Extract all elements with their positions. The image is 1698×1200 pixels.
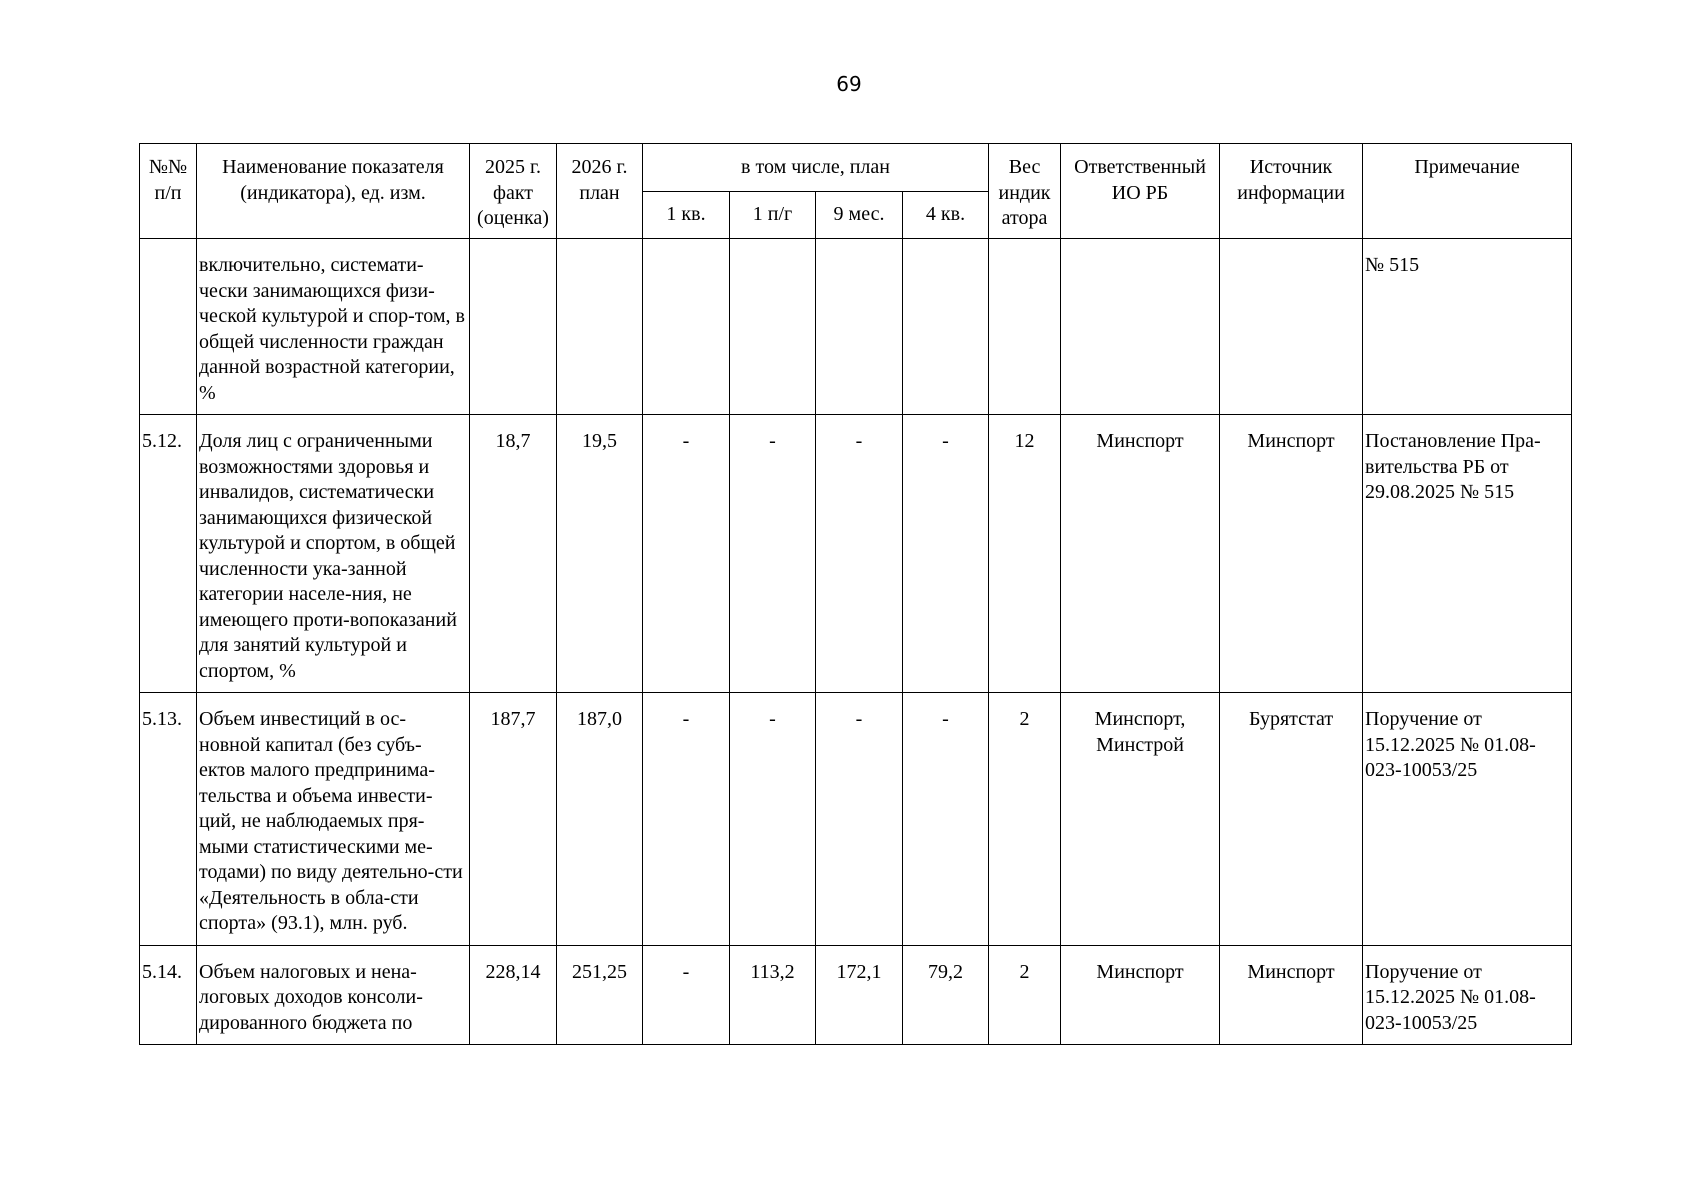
header-9m: 9 мес. bbox=[816, 192, 903, 239]
header-row bbox=[140, 144, 1572, 192]
cell-name: включительно, системати-чески занимающихся физи-ческой культурой и спор-том, в общей численности граждан данной возрастной категории, % bbox=[197, 239, 470, 415]
cell-fact-2025: 18,7 bbox=[470, 415, 557, 693]
header-num: №№ п/п bbox=[140, 144, 197, 239]
cell-q4: - bbox=[903, 693, 989, 946]
header-fact-2025: 2025 г. факт (оценка) bbox=[470, 144, 557, 239]
cell-q4: 79,2 bbox=[903, 945, 989, 1045]
table-row bbox=[140, 945, 1572, 1045]
cell-responsible: Минспорт bbox=[1061, 415, 1220, 693]
cell-fact-2025: 228,14 bbox=[470, 945, 557, 1045]
cell-q1: - bbox=[643, 693, 730, 946]
header-note: Примечание bbox=[1363, 144, 1572, 239]
cell-q4: - bbox=[903, 415, 989, 693]
cell-weight bbox=[989, 239, 1061, 415]
cell-plan-2026: 187,0 bbox=[557, 693, 643, 946]
cell-source: Минспорт bbox=[1220, 945, 1363, 1045]
cell-responsible: Минспорт bbox=[1061, 945, 1220, 1045]
cell-q4 bbox=[903, 239, 989, 415]
cell-h1: 113,2 bbox=[730, 945, 816, 1045]
cell-source bbox=[1220, 239, 1363, 415]
cell-weight: 12 bbox=[989, 415, 1061, 693]
cell-plan-2026: 19,5 bbox=[557, 415, 643, 693]
cell-h1 bbox=[730, 239, 816, 415]
header-weight: Вес индик атора bbox=[989, 144, 1061, 239]
cell-note: Поручение от 15.12.2025 № 01.08-023-10053/25 bbox=[1363, 693, 1572, 946]
cell-weight: 2 bbox=[989, 945, 1061, 1045]
cell-plan-2026 bbox=[557, 239, 643, 415]
header-plan-2026: 2026 г. план bbox=[557, 144, 643, 239]
cell-responsible: Минспорт, Минстрой bbox=[1061, 693, 1220, 946]
cell-num: 5.12. bbox=[140, 415, 197, 693]
header-h1: 1 п/г bbox=[730, 192, 816, 239]
cell-9m: - bbox=[816, 415, 903, 693]
header-q1: 1 кв. bbox=[643, 192, 730, 239]
cell-note: № 515 bbox=[1363, 239, 1572, 415]
cell-source: Бурятстат bbox=[1220, 693, 1363, 946]
cell-plan-2026: 251,25 bbox=[557, 945, 643, 1045]
page-number: 69 bbox=[836, 72, 862, 96]
cell-note: Поручение от 15.12.2025 № 01.08-023-10053/25 bbox=[1363, 945, 1572, 1045]
cell-fact-2025 bbox=[470, 239, 557, 415]
cell-h1: - bbox=[730, 415, 816, 693]
table-row bbox=[140, 239, 1572, 415]
header-q4: 4 кв. bbox=[903, 192, 989, 239]
header-including-plan: в том числе, план bbox=[643, 144, 989, 192]
cell-num: 5.13. bbox=[140, 693, 197, 946]
cell-h1: - bbox=[730, 693, 816, 946]
cell-fact-2025: 187,7 bbox=[470, 693, 557, 946]
cell-q1 bbox=[643, 239, 730, 415]
cell-name: Объем инвестиций в ос-новной капитал (без субъ-ектов малого предпринима-тельства и объема инвести-ций, не наблюдаемых пря-мыми статистическими ме-тодами) по виду деятельно-сти «Деятельность в обла-сти спорта» (93.1), млн. руб. bbox=[197, 693, 470, 946]
table-row bbox=[140, 693, 1572, 946]
cell-q1: - bbox=[643, 945, 730, 1045]
table-row bbox=[140, 415, 1572, 693]
header-responsible: Ответственный ИО РБ bbox=[1061, 144, 1220, 239]
cell-responsible bbox=[1061, 239, 1220, 415]
cell-num bbox=[140, 239, 197, 415]
cell-note: Постановление Пра-вительства РБ от 29.08.2025 № 515 bbox=[1363, 415, 1572, 693]
cell-name: Объем налоговых и нена-логовых доходов консоли-дированного бюджета по bbox=[197, 945, 470, 1045]
cell-weight: 2 bbox=[989, 693, 1061, 946]
cell-source: Минспорт bbox=[1220, 415, 1363, 693]
cell-num: 5.14. bbox=[140, 945, 197, 1045]
cell-9m: 172,1 bbox=[816, 945, 903, 1045]
indicators-table bbox=[139, 143, 1572, 1045]
cell-name: Доля лиц с ограниченными возможностями здоровья и инвалидов, систематически занимающихся физической культурой и спортом, в общей численности ука-занной категории населе-ния, не имеющего проти-вопоказаний для занятий культурой и спортом, % bbox=[197, 415, 470, 693]
cell-9m: - bbox=[816, 693, 903, 946]
cell-q1: - bbox=[643, 415, 730, 693]
header-source: Источник информации bbox=[1220, 144, 1363, 239]
header-name: Наименование показателя (индикатора), ед. изм. bbox=[197, 144, 470, 239]
cell-9m bbox=[816, 239, 903, 415]
